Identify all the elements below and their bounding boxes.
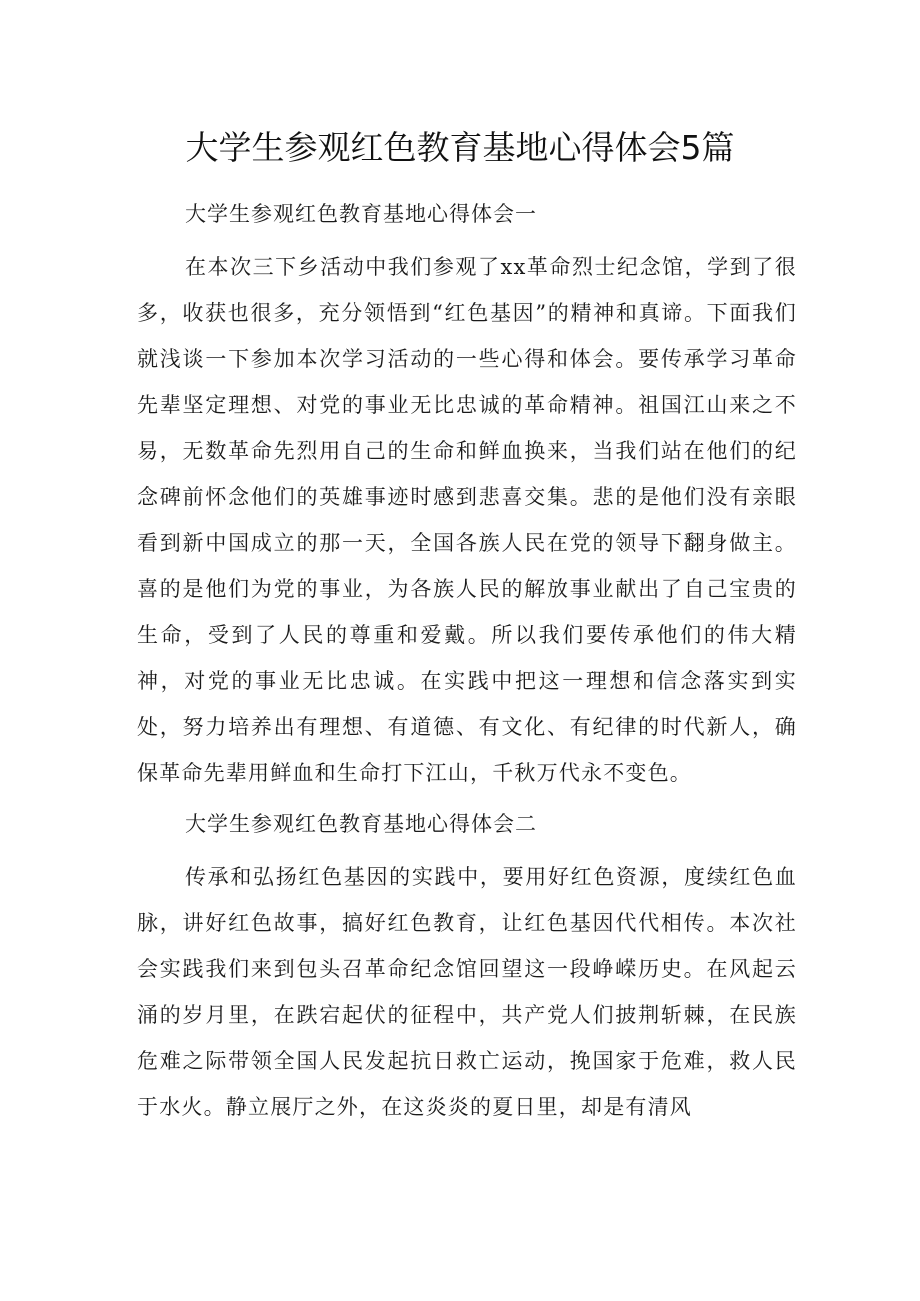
section-heading: 大学生参观红色教育基地心得体会二 [185,812,537,836]
section-one [137,198,797,796]
section-heading: 大学生参观红色教育基地心得体会一 [185,202,537,226]
section-two [137,808,797,1130]
section-paragraph: 传承和弘扬红色基因的实践中，要用好红色资源，度续红色血脉，讲好红色故事，搞好红色教育，让红色基因代代相传。本次社会实践我们来到包头召革命纪念馆回望这一段峥嵘历史。在风起云涌的岁月里，在跌宕起伏的征程中，共产党人们披荆斩棘，在民族危难之际带领全国人民发起抗日救亡运动，挽国家于危难，救人民于水火。静立展厅之外，在这炎炎的夏日里，却是有清风 [137,865,797,1119]
document-title: 大学生参观红色教育基地心得体会5篇 [185,128,735,167]
document-body [137,198,797,1136]
section-paragraph: 在本次三下乡活动中我们参观了xx革命烈士纪念馆，学到了很多，收获也很多，充分领悟到“红色基因”的精神和真谛。下面我们就浅谈一下参加本次学习活动的一些心得和体会。要传承学习革命先辈坚定理想、对党的事业无比忠诚的革命精神。祖国江山来之不易，无数革命先烈用自己的生命和鲜血换来，当我们站在他们的纪念碑前怀念他们的英雄事迹时感到悲喜交集。悲的是他们没有亲眼看到新中国成立的那一天，全国各族人民在党的领导下翻身做主。喜的是他们为党的事业，为各族人民的解放事业献出了自己宝贵的生命，受到了人民的尊重和爱戴。所以我们要传承他们的伟大精神，对党的事业无比忠诚。在实践中把这一理想和信念落实到实处，努力培养出有理想、有道德、有文化、有纪律的时代新人，确保革命先辈用鲜血和生命打下江山，千秋万代永不变色。 [137,255,797,785]
